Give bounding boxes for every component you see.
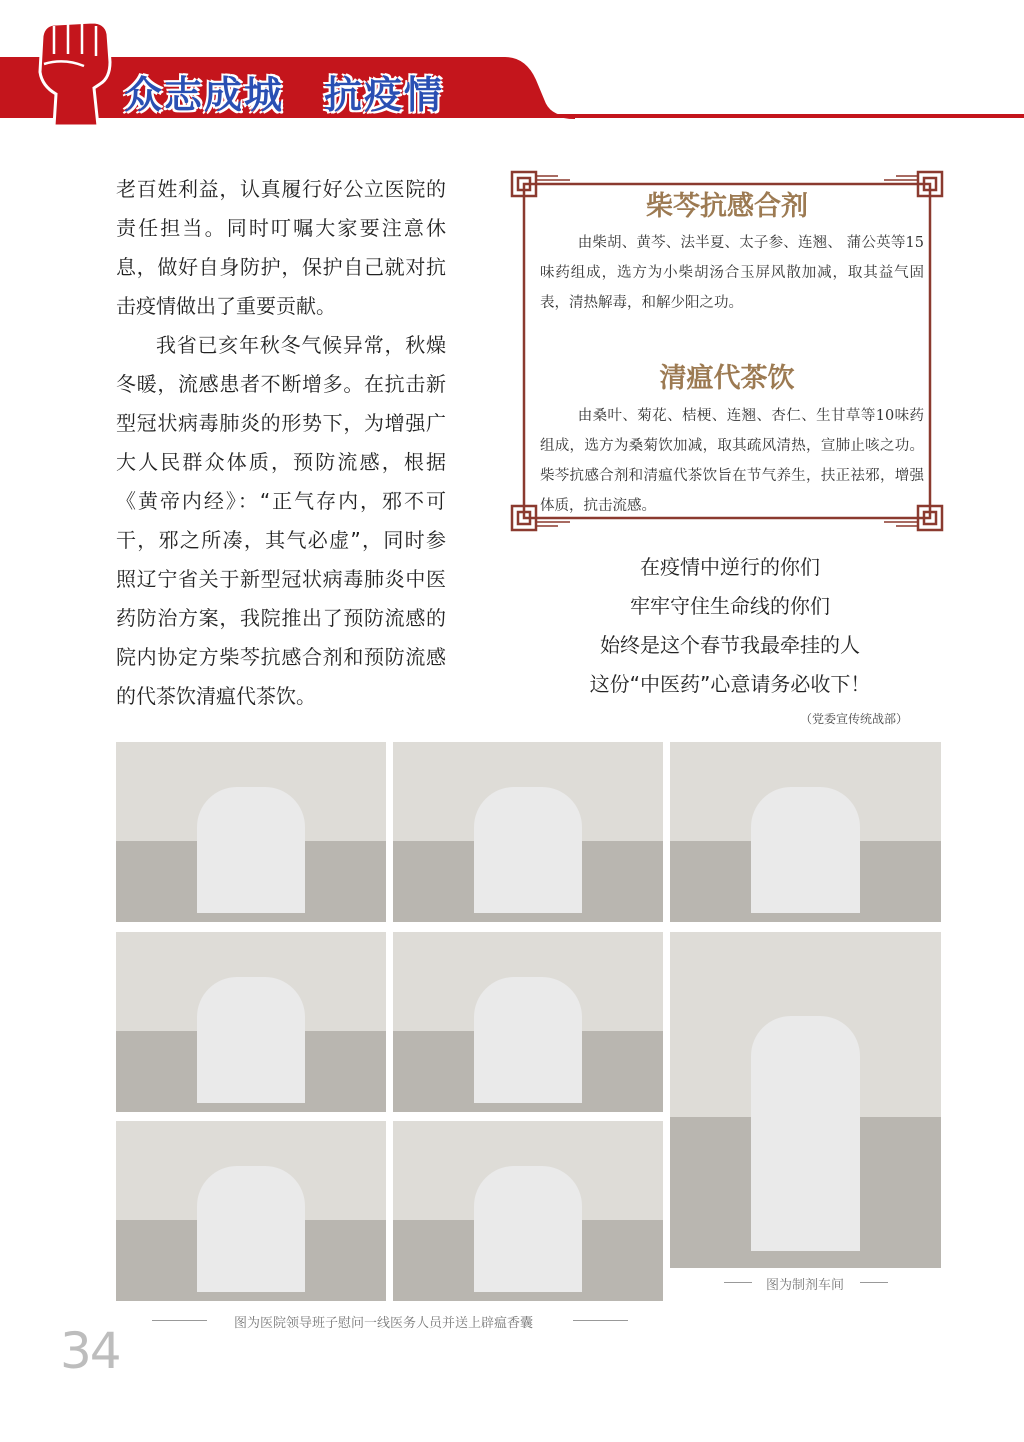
raised-fist-icon: [14, 14, 124, 139]
photo-corridor-greeting: [393, 932, 663, 1112]
article-body: [116, 170, 446, 716]
photo-leader-greeting-1: [116, 742, 386, 922]
photo-leader-greeting-2: [393, 742, 663, 922]
page-number: 34: [60, 1322, 120, 1380]
body-paragraph: 我省已亥年秋冬气候异常，秋燥冬暖，流感患者不断增多。在抗击新型冠状病毒肺炎的形势下，为增强广大人民群众体质，预防流感，根据《黄帝内经》：“正气存内，邪不可干，邪之所凑，其气必虚”，同时参照辽宁省关于新型冠状病毒肺炎中医药防治方案，我院推出了预防流感的院内协定方柴芩抗感合剂和预防流感的代茶饮清瘟代茶饮。: [116, 333, 446, 708]
poem-line: 始终是这个春节我最牵挂的人: [600, 633, 860, 657]
caption-rule: [573, 1320, 628, 1321]
poem: [540, 548, 920, 704]
prescription-box: [510, 170, 944, 532]
body-paragraph: 老百姓利益，认真履行好公立医院的责任担当。同时叮嘱大家要注意休息，做好自身防护，保护自己就对抗击疫情做出了重要贡献。: [116, 177, 446, 318]
photo-ward-greeting: [393, 1121, 663, 1301]
department-credit: （党委宣传统战部）: [800, 712, 909, 726]
rx-text-qingwen: 由桑叶、菊花、桔梗、连翘、杏仁、生甘草等10味药组成，选方为桑菊饮加减，取其疏风清热，宣肺止咳之功。柴芩抗感合剂和清瘟代茶饮旨在节气养生，扶正祛邪，增强体质，抗击流感。: [540, 408, 924, 514]
page-header: [0, 0, 1024, 130]
photo-nurse-station: [116, 1121, 386, 1301]
poem-line: 这份“中医药”心意请务必收下！: [589, 672, 871, 696]
caption-rule: [724, 1282, 752, 1283]
header-title: 众志成城 抗疫情: [124, 73, 445, 117]
caption-leaders: 图为医院领导班子慰问一线医务人员并送上辟瘟香囊: [234, 1316, 534, 1331]
caption-workshop: 图为制剂车间: [766, 1278, 845, 1293]
photo-ambulance-team: [116, 932, 386, 1112]
caption-rule: [152, 1320, 207, 1321]
photo-preparation-workshop: [670, 932, 941, 1268]
photo-leader-greeting-3: [670, 742, 941, 922]
rx-text-chaiqin: 由柴胡、黄芩、法半夏、太子参、连翘、 蒲公英等15味药组成，选方为小柴胡汤合玉屏风散加减，取其益气固表，清热解毒，和解少阳之功。: [540, 235, 924, 311]
rx-title-qingwen: 清瘟代茶饮: [659, 363, 795, 394]
poem-line: 牢牢守住生命线的你们: [630, 594, 830, 618]
caption-rule: [860, 1282, 888, 1283]
poem-line: 在疫情中逆行的你们: [640, 555, 820, 579]
rx-title-chaiqin: 柴芩抗感合剂: [646, 191, 808, 222]
